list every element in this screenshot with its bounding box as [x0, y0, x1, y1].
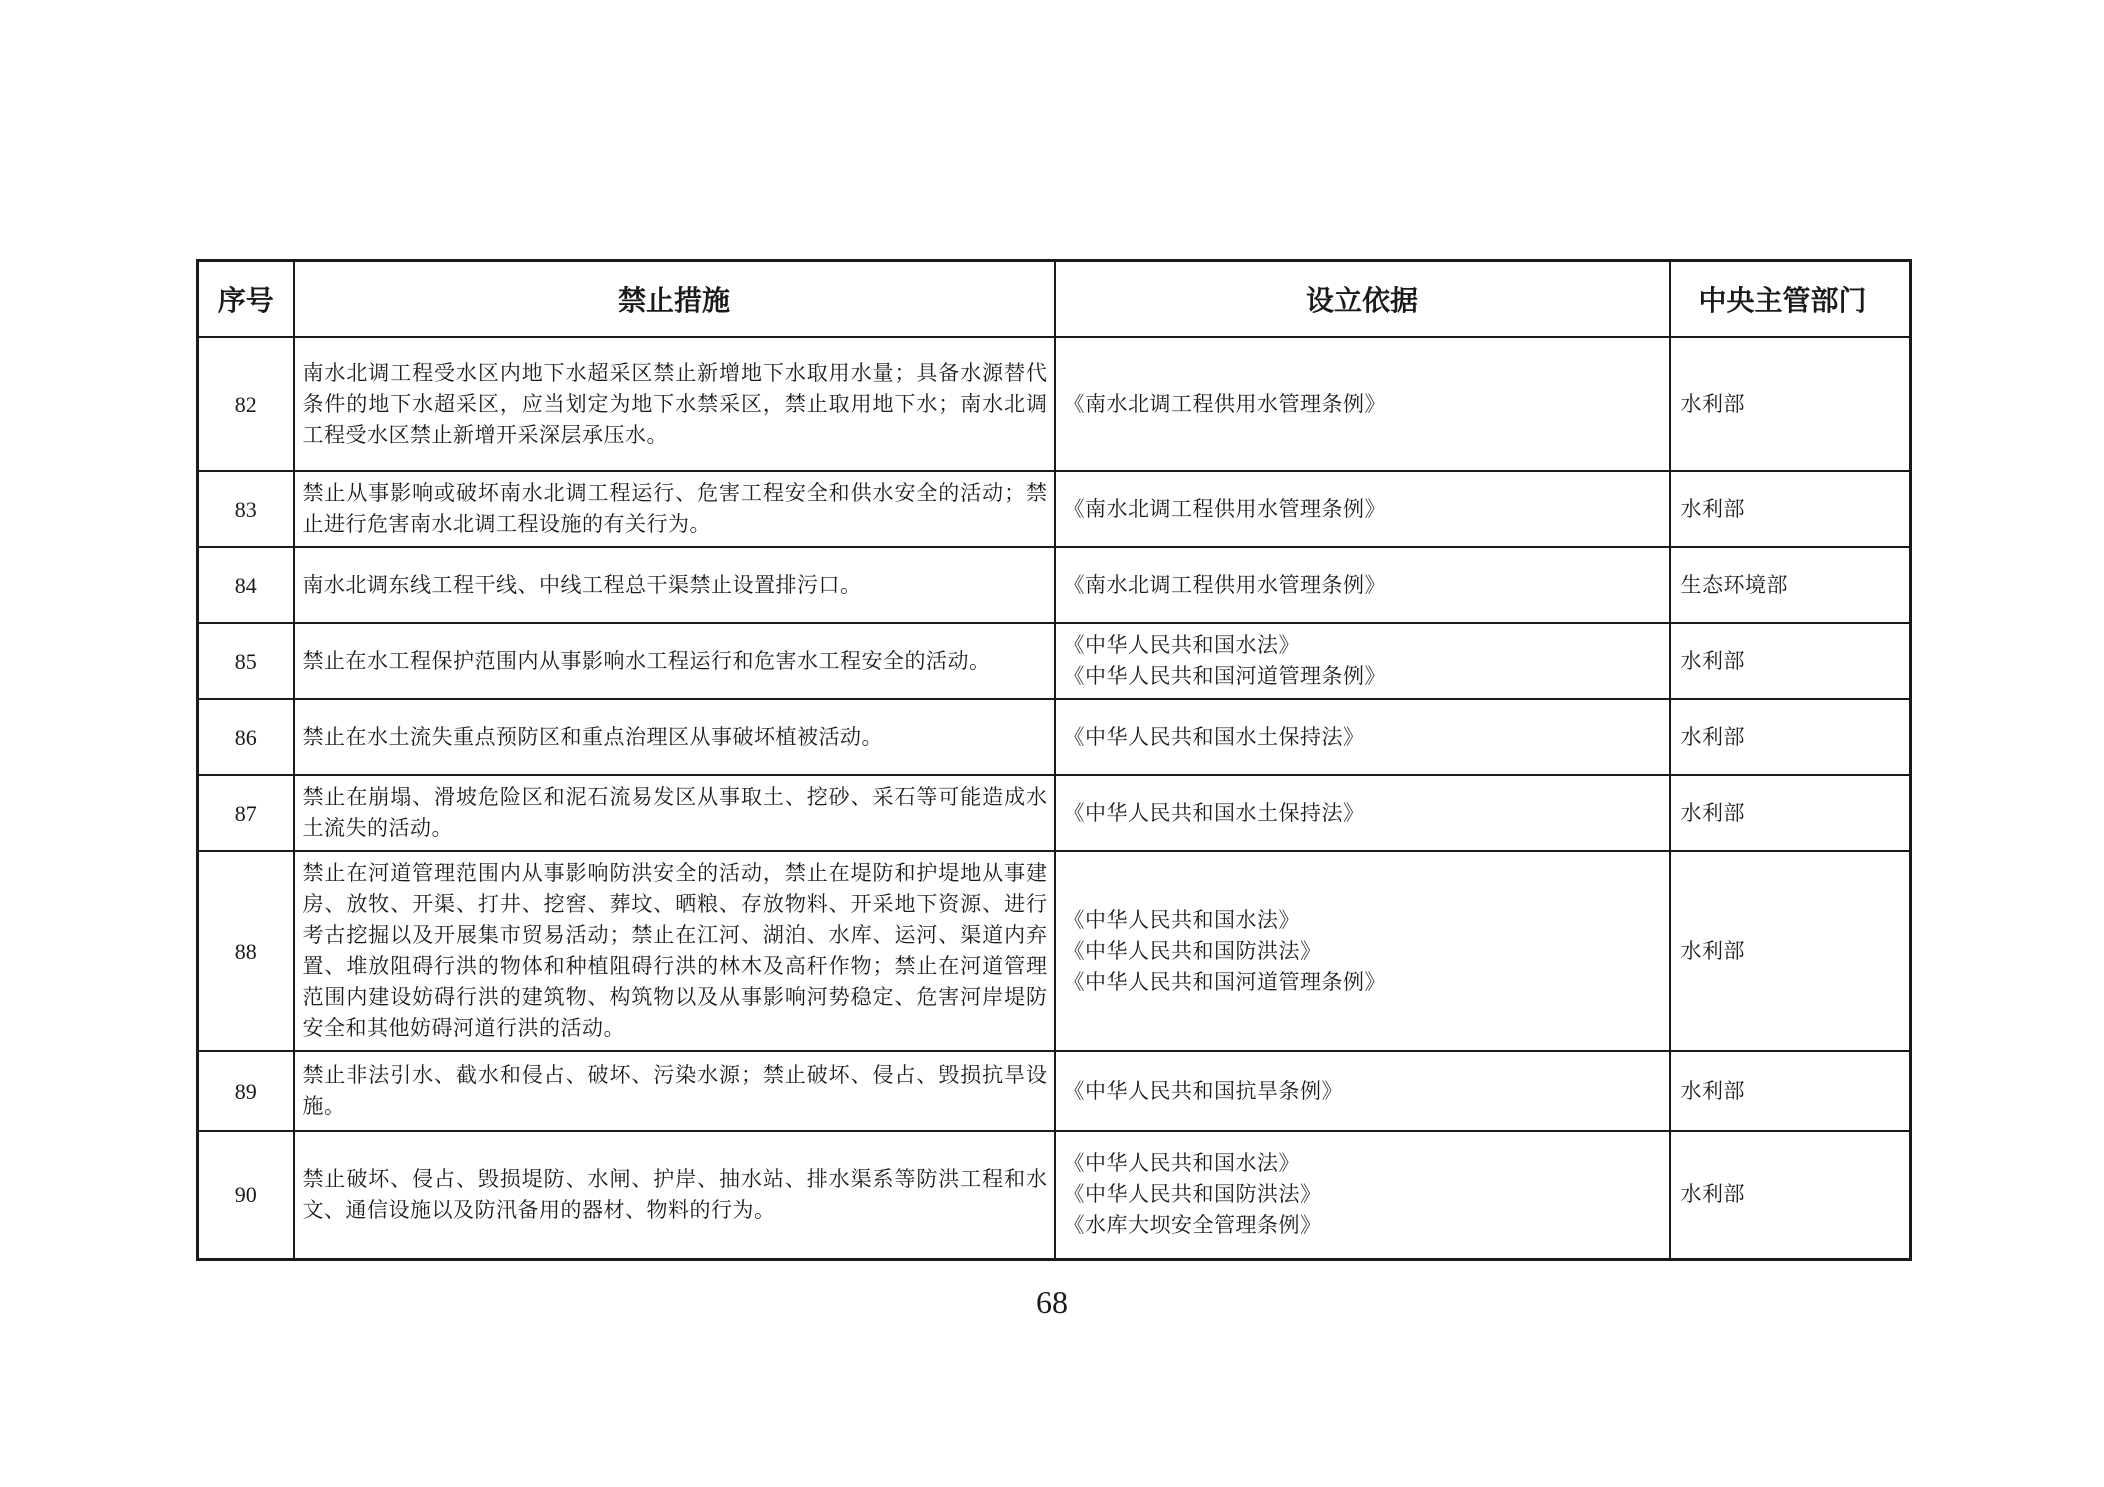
row-legal-basis [1055, 337, 1670, 471]
table-body [198, 337, 1911, 1259]
legal-basis-item: 《中华人民共和国水法》 [1063, 1151, 1300, 1176]
row-legal-basis [1055, 623, 1670, 699]
row-serial-number: 82 [198, 337, 294, 471]
legal-basis-item: 《中华人民共和国水土保持法》 [1063, 800, 1365, 825]
table-row [198, 851, 1911, 1051]
row-central-department: 水利部 [1670, 1051, 1911, 1131]
row-prohibition-measure: 禁止在水工程保护范围内从事影响水工程运行和危害水工程安全的活动。 [294, 623, 1055, 699]
row-serial-number: 84 [198, 547, 294, 623]
row-prohibition-measure: 禁止在崩塌、滑坡危险区和泥石流易发区从事取土、挖砂、采石等可能造成水土流失的活动。 [294, 775, 1055, 851]
legal-basis-item: 《中华人民共和国水土保持法》 [1063, 724, 1365, 749]
legal-basis-item: 《中华人民共和国水法》 [1063, 633, 1300, 657]
row-central-department: 水利部 [1670, 1131, 1911, 1259]
legal-basis-item: 《中华人民共和国河道管理条例》 [1063, 664, 1386, 688]
row-legal-basis [1055, 1131, 1670, 1259]
row-central-department: 水利部 [1670, 851, 1911, 1051]
row-legal-basis [1055, 1051, 1670, 1131]
header-serial-number: 序号 [198, 261, 294, 338]
prohibition-measures-table [196, 259, 1912, 1261]
legal-basis-item: 《南水北调工程供用水管理条例》 [1063, 572, 1386, 597]
table-row [198, 547, 1911, 623]
table-row [198, 699, 1911, 775]
row-prohibition-measure: 禁止在水土流失重点预防区和重点治理区从事破坏植被活动。 [294, 699, 1055, 775]
row-serial-number: 85 [198, 623, 294, 699]
row-central-department: 水利部 [1670, 775, 1911, 851]
table-row [198, 471, 1911, 547]
legal-basis-item: 《中华人民共和国防洪法》 [1063, 938, 1322, 963]
row-serial-number: 86 [198, 699, 294, 775]
row-prohibition-measure: 禁止在河道管理范围内从事影响防洪安全的活动，禁止在堤防和护堤地从事建房、放牧、开渠、打井、挖窖、葬坟、晒粮、存放物料、开采地下资源、进行考古挖掘以及开展集市贸易活动；禁止在江河、湖泊、水库、运河、渠道内弃置、堆放阻碍行洪的物体和种植阻碍行洪的林木及高秆作物；禁止在河道管理范围内建设妨碍行洪的建筑物、构筑物以及从事影响河势稳定、危害河岸堤防安全和其他妨碍河道行洪的活动。 [294, 851, 1055, 1051]
row-central-department: 水利部 [1670, 699, 1911, 775]
header-legal-basis: 设立依据 [1055, 261, 1670, 338]
legal-basis-item: 《南水北调工程供用水管理条例》 [1063, 391, 1386, 416]
row-serial-number: 88 [198, 851, 294, 1051]
row-prohibition-measure: 禁止破坏、侵占、毁损堤防、水闸、护岸、抽水站、排水渠系等防洪工程和水文、通信设施以及防汛备用的器材、物料的行为。 [294, 1131, 1055, 1259]
legal-basis-item: 《水库大坝安全管理条例》 [1063, 1213, 1322, 1238]
header-prohibition-measure: 禁止措施 [294, 261, 1055, 338]
row-prohibition-measure: 南水北调工程受水区内地下水超采区禁止新增地下水取用水量；具备水源替代条件的地下水超采区，应当划定为地下水禁采区，禁止取用地下水；南水北调工程受水区禁止新增开采深层承压水。 [294, 337, 1055, 471]
legal-basis-item: 《中华人民共和国防洪法》 [1063, 1182, 1322, 1207]
table-row [198, 1131, 1911, 1259]
row-legal-basis [1055, 775, 1670, 851]
legal-basis-item: 《中华人民共和国水法》 [1063, 907, 1300, 932]
row-legal-basis [1055, 699, 1670, 775]
table-row [198, 1051, 1911, 1131]
legal-basis-item: 《中华人民共和国抗旱条例》 [1063, 1078, 1343, 1103]
row-serial-number: 89 [198, 1051, 294, 1131]
row-prohibition-measure: 禁止从事影响或破坏南水北调工程运行、危害工程安全和供水安全的活动；禁止进行危害南水北调工程设施的有关行为。 [294, 471, 1055, 547]
table-row [198, 337, 1911, 471]
table-row [198, 623, 1911, 699]
table-row [198, 775, 1911, 851]
page-number: 68 [1036, 1284, 1068, 1320]
row-prohibition-measure: 南水北调东线工程干线、中线工程总干渠禁止设置排污口。 [294, 547, 1055, 623]
legal-basis-item: 《南水北调工程供用水管理条例》 [1063, 496, 1386, 521]
row-legal-basis [1055, 471, 1670, 547]
row-serial-number: 87 [198, 775, 294, 851]
row-central-department: 水利部 [1670, 623, 1911, 699]
row-legal-basis [1055, 547, 1670, 623]
legal-basis-item: 《中华人民共和国河道管理条例》 [1063, 969, 1386, 994]
header-row [198, 261, 1911, 338]
row-serial-number: 83 [198, 471, 294, 547]
row-central-department: 生态环境部 [1670, 547, 1911, 623]
table-header [198, 261, 1911, 338]
header-central-department: 中央主管部门 [1670, 261, 1911, 338]
row-serial-number: 90 [198, 1131, 294, 1259]
row-central-department: 水利部 [1670, 471, 1911, 547]
row-central-department: 水利部 [1670, 337, 1911, 471]
row-legal-basis [1055, 851, 1670, 1051]
row-prohibition-measure: 禁止非法引水、截水和侵占、破坏、污染水源；禁止破坏、侵占、毁损抗旱设施。 [294, 1051, 1055, 1131]
